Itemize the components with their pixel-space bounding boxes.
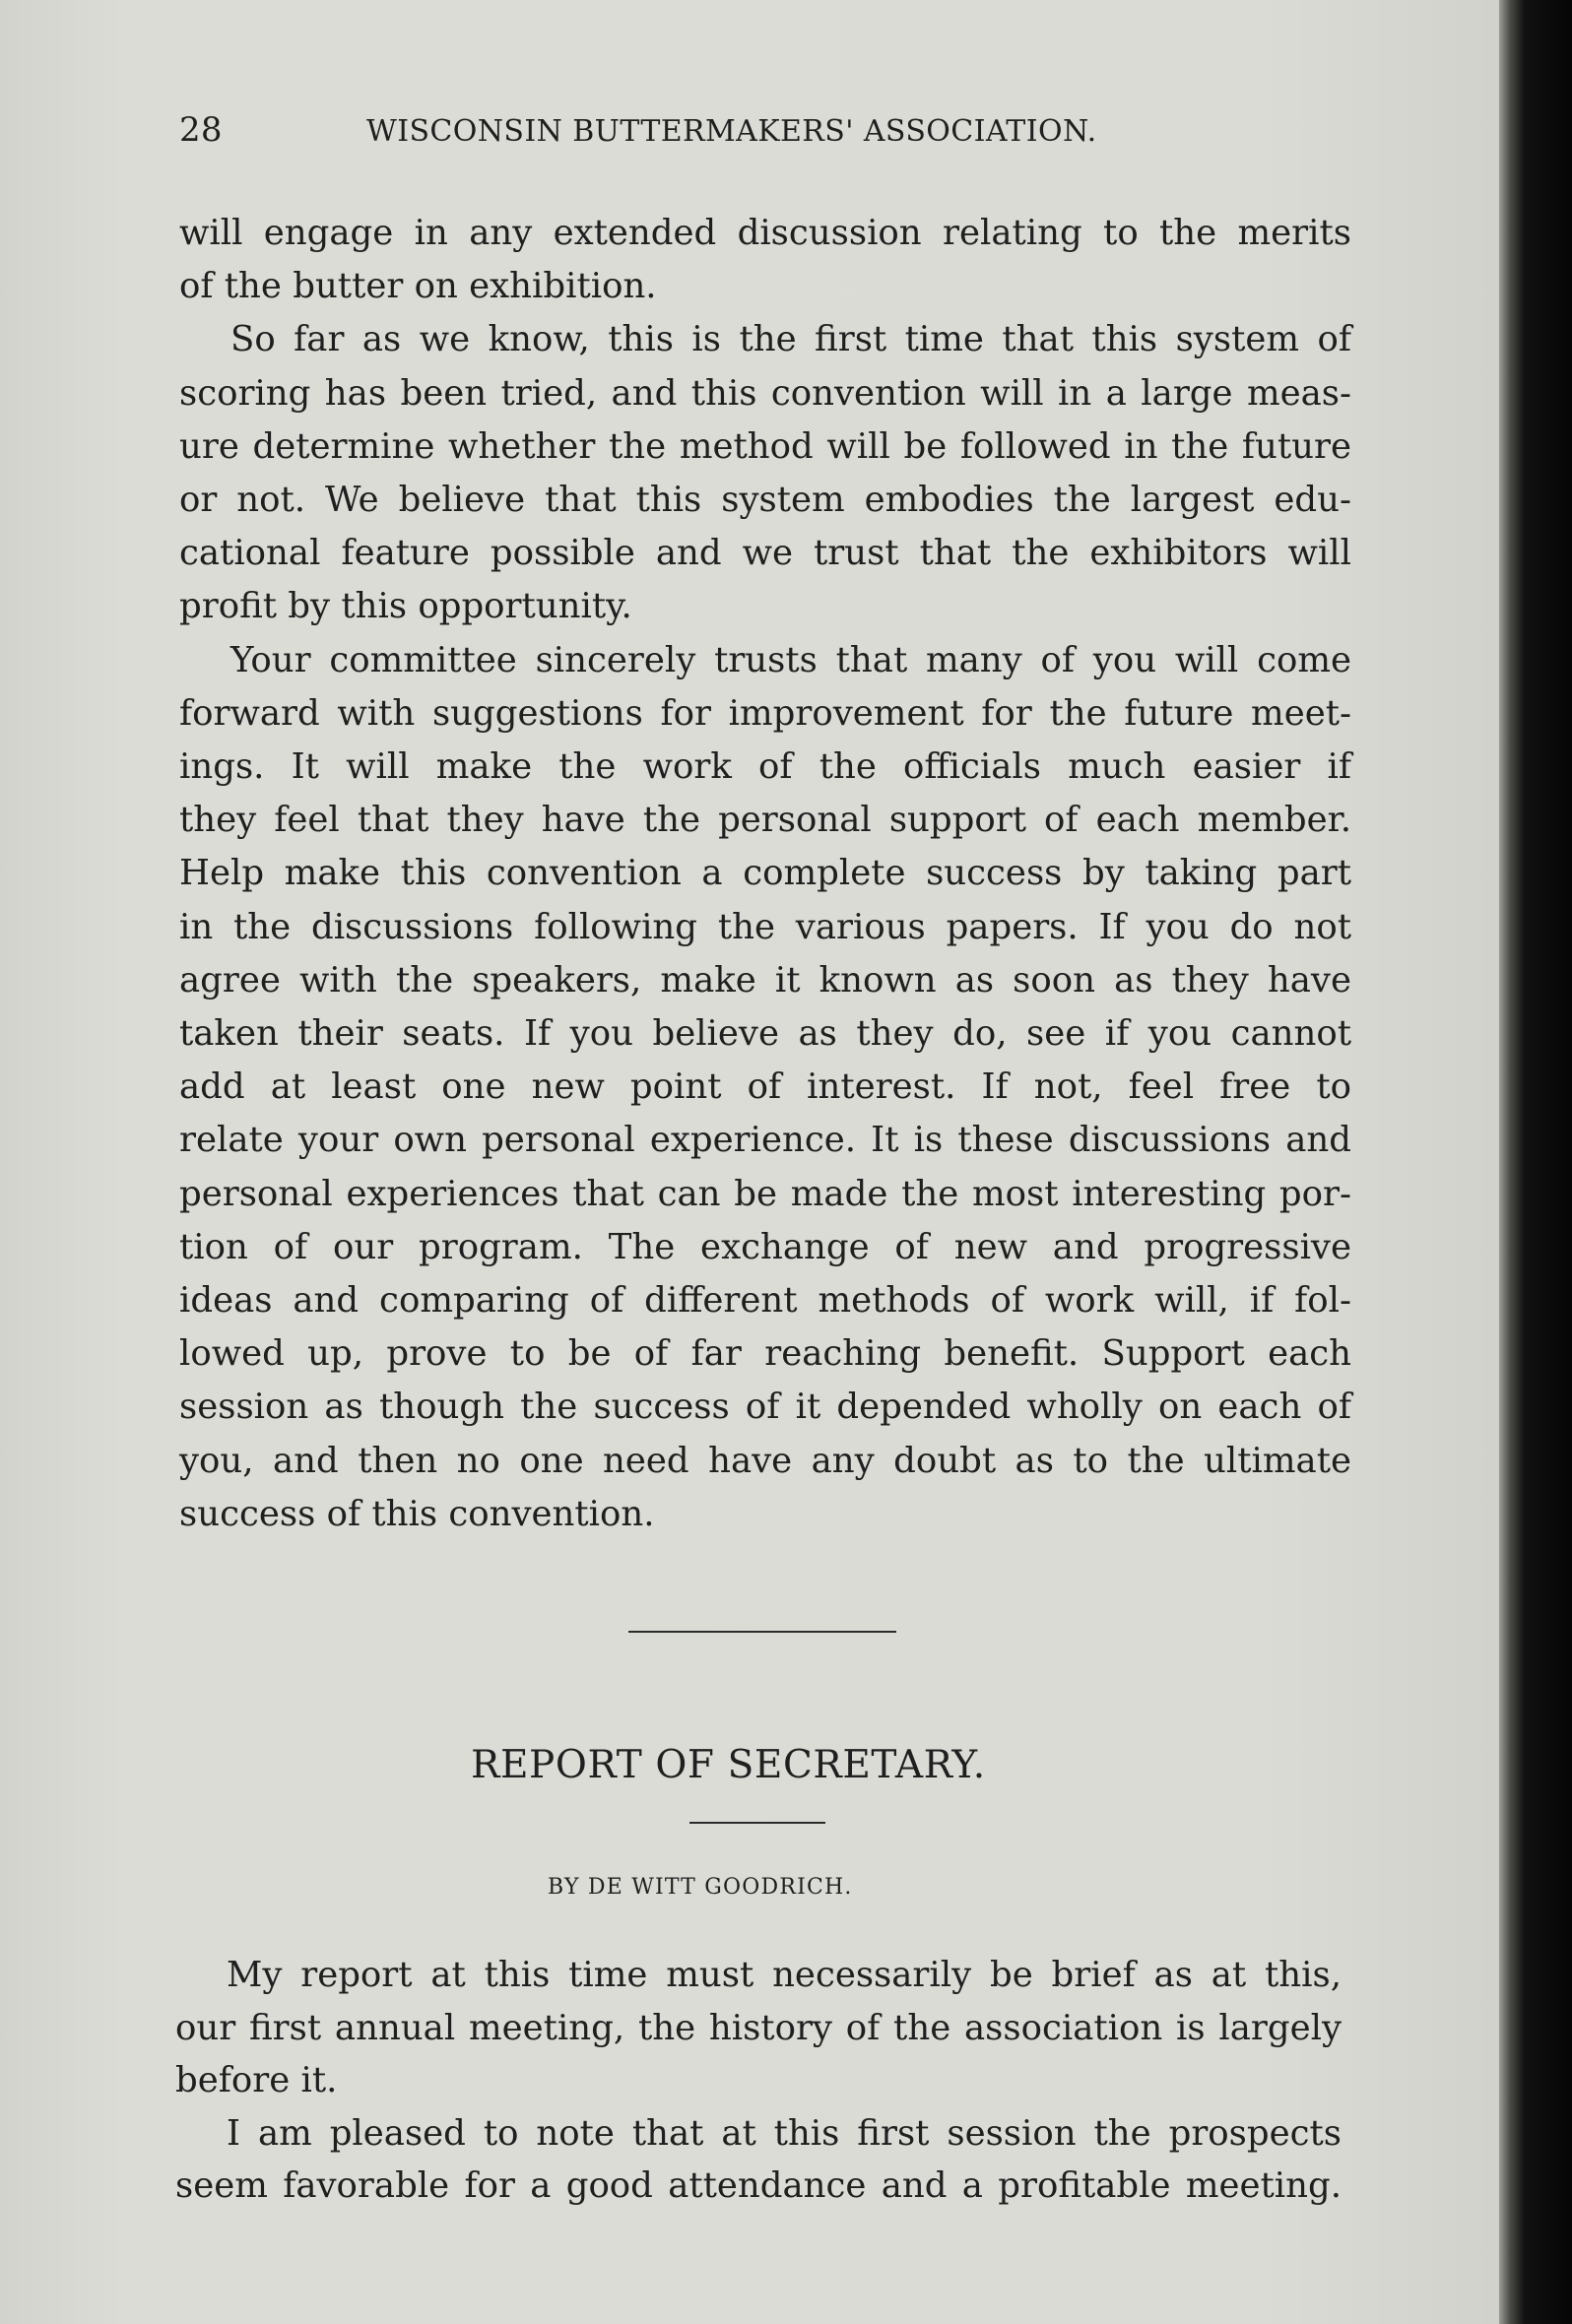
text-line: I am pleased to note that at this first session the prospects (227, 2112, 1342, 2154)
text-line: Your committee sincerely trusts that many of you will come (230, 639, 1351, 680)
text-line: they feel that they have the personal support of each member. (179, 800, 1351, 841)
text-line: success of this convention. (179, 1493, 655, 1534)
page-number: 28 (179, 110, 223, 150)
text-line: or not. We believe that this system embodies the largest edu- (179, 480, 1351, 521)
text-line: taken their seats. If you believe as they do, see if you cannot (179, 1013, 1351, 1055)
section-divider (628, 1631, 896, 1633)
text-line: forward with suggestions for improvement for the future meet- (179, 692, 1351, 734)
text-line: lowed up, prove to be of far reaching benefit. Support each (179, 1333, 1351, 1375)
text-line: My report at this time must necessarily be brief as at this, (227, 1955, 1342, 1995)
text-line: ure determine whether the method will be followed in the future (179, 425, 1351, 467)
text-line: relate your own personal experience. It is these discussions and (179, 1120, 1351, 1161)
text-line: in the discussions following the various papers. If you do not (179, 906, 1351, 947)
text-line: So far as we know, this is the first time that this system of (230, 319, 1351, 360)
text-line: will engage in any extended discussion relating to the merits (179, 213, 1351, 253)
page-header (179, 110, 1361, 160)
text-line: before it. (175, 2060, 338, 2100)
text-line: cational feature possible and we trust that the exhibitors will (179, 533, 1351, 574)
report-text (175, 1949, 1342, 2213)
running-head: WISCONSIN BUTTERMAKERS' ASSOCIATION. (366, 114, 1097, 149)
byline: BY DE WITT GOODRICH. (548, 1875, 853, 1900)
text-line: our first annual meeting, the history of the association is largely (175, 2007, 1342, 2048)
text-line: of the butter on exhibition. (179, 266, 657, 307)
text-line: profit by this opportunity. (179, 586, 632, 627)
text-line: scoring has been tried, and this convention will in a large meas- (179, 372, 1351, 414)
text-line: ings. It will make the work of the officials much easier if (179, 746, 1351, 788)
text-line: tion of our program. The exchange of new and progressive (179, 1226, 1351, 1267)
title-underline (689, 1822, 825, 1824)
text-line: Help make this convention a complete success by taking part (179, 853, 1351, 894)
section-title: REPORT OF SECRETARY. (471, 1743, 986, 1787)
text-line: seem favorable for a good attendance and a profitable meeting. (175, 2165, 1342, 2206)
text-line: add at least one new point of interest. If not, feel free to (179, 1066, 1351, 1108)
text-line: session as though the success of it depended wholly on each of (179, 1387, 1351, 1428)
book-spine-shadow (1499, 0, 1572, 2324)
text-line: you, and then no one need have any doubt as to the ultimate (179, 1440, 1351, 1481)
text-line: personal experiences that can be made the most interesting por- (179, 1173, 1351, 1214)
text-line: agree with the speakers, make it known as soon as they have (179, 959, 1351, 1001)
text-line: ideas and comparing of different methods of work will, if fol- (179, 1280, 1351, 1322)
body-text (179, 207, 1351, 1541)
